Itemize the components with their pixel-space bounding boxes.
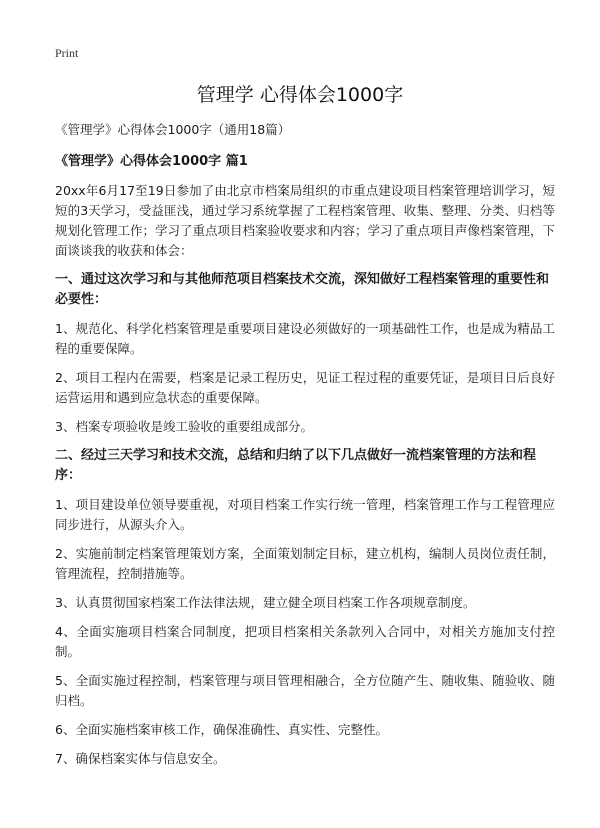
heading-importance: 一、通过这次学习和与其他师范项目档案技术交流，深知做好工程档案管理的重要性和必要性： bbox=[55, 272, 550, 307]
point-1-3: 3、档案专项验收是竣工验收的重要组成部分。 bbox=[55, 419, 313, 434]
point-2-7: 7、确保档案实体与信息安全。 bbox=[55, 751, 226, 766]
point-2-6: 6、全面实施档案审核工作，确保准确性、真实性、完整性。 bbox=[55, 722, 388, 737]
point-1-2: 2、项目工程内在需要，档案是记录工程历史，见证工程过程的重要凭证，是项目日后良好运营运用和遇到应急状态的重要保障。 bbox=[55, 370, 555, 405]
page-title: 管理学 心得体会1000字 bbox=[196, 84, 404, 106]
heading-methods: 二、经过三天学习和技术交流，总结和归纳了以下几点做好一流档案管理的方法和程序： bbox=[55, 448, 537, 483]
document-subtitle: 《管理学》心得体会1000字（通用18篇） bbox=[55, 122, 291, 137]
print-link[interactable]: Print bbox=[55, 46, 79, 60]
document-body bbox=[55, 120, 555, 778]
section-title: 《管理学》心得体会1000字 篇1 bbox=[55, 154, 248, 169]
point-2-1: 1、项目建设单位领导要重视，对项目档案工作实行统一管理，档案管理工作与工程管理应同步进行，从源头介入。 bbox=[55, 497, 555, 532]
point-2-3: 3、认真贯彻国家档案工作法律法规，建立健全项目档案工作各项规章制度。 bbox=[55, 595, 476, 610]
point-2-4: 4、全面实施项目档案合同制度，把项目档案相关条款列入合同中，对相关方施加支付控制。 bbox=[55, 624, 555, 659]
point-1-1: 1、规范化、科学化档案管理是重要项目建设必须做好的一项基础性工作，也是成为精品工程的重要保障。 bbox=[55, 321, 555, 356]
intro-paragraph: 20xx年6月17至19日参加了由北京市档案局组织的市重点建设项目档案管理培训学习，短短的3天学习，受益匪浅，通过学习系统掌握了工程档案管理、收集、整理、分类、归档等规划化管理工作；学习了重点项目档案验收要求和内容；学习了重点项目声像档案管理，下面谈谈我的收获和体会： bbox=[55, 183, 556, 258]
point-2-2: 2、实施前制定档案管理策划方案，全面策划制定目标，建立机构，编制人员岗位责任制，管理流程，控制措施等。 bbox=[55, 546, 555, 581]
point-2-5: 5、全面实施过程控制，档案管理与项目管理相融合，全方位随产生、随收集、随验收、随归档。 bbox=[55, 673, 555, 708]
